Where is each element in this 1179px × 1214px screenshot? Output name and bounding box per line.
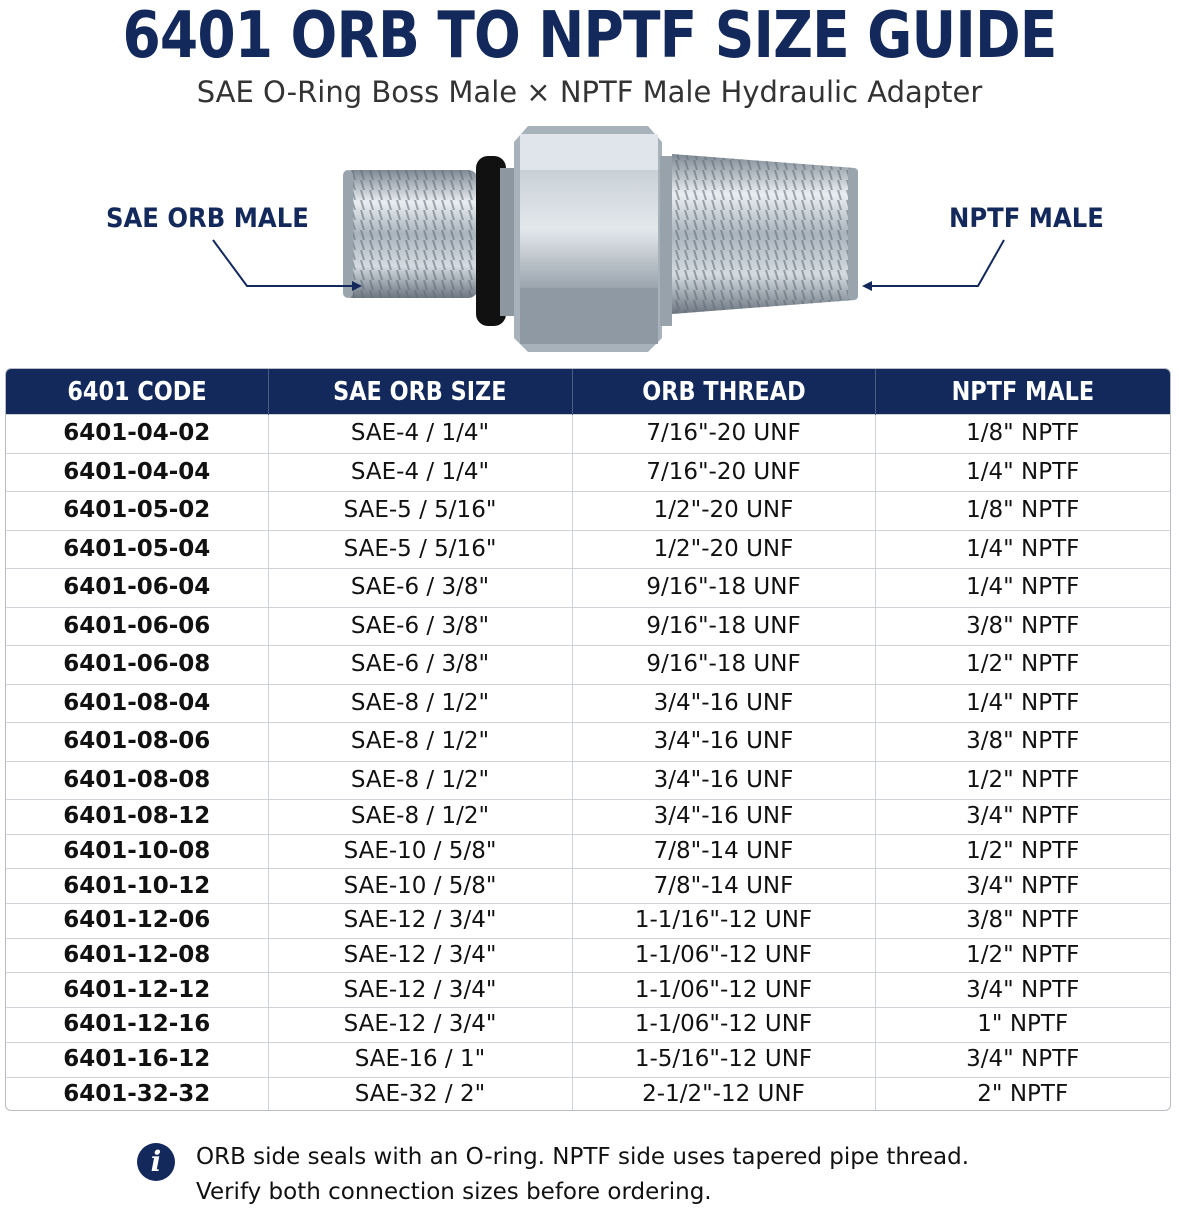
code-cell: 6401-12-08 — [6, 938, 268, 973]
orb-thread-cell: 2-1/2"-12 UNF — [572, 1077, 875, 1111]
orb-size-cell: SAE-8 / 1/2" — [268, 800, 572, 835]
table-row — [6, 453, 1170, 492]
code-cell: 6401-10-12 — [6, 869, 268, 904]
orb-size-cell: SAE-12 / 3/4" — [268, 1008, 572, 1043]
orb-size-cell: SAE-6 / 3/8" — [268, 569, 572, 608]
size-guide-table — [5, 368, 1171, 1111]
orb-thread-section — [343, 170, 478, 298]
column-header-code: 6401 CODE — [6, 369, 268, 415]
hex-body — [514, 126, 662, 352]
column-header-orb-size: SAE ORB SIZE — [268, 369, 572, 415]
code-cell: 6401-08-04 — [6, 684, 268, 723]
code-cell: 6401-05-02 — [6, 492, 268, 531]
orb-thread-cell: 9/16"-18 UNF — [572, 569, 875, 608]
orb-size-cell: SAE-32 / 2" — [268, 1077, 572, 1111]
orb-size-cell: SAE-12 / 3/4" — [268, 973, 572, 1008]
nptf-male-cell: 3/4" NPTF — [875, 1042, 1170, 1077]
nptf-male-cell: 3/8" NPTF — [875, 723, 1170, 762]
orb-size-cell: SAE-16 / 1" — [268, 1042, 572, 1077]
orb-thread-cell: 1-5/16"-12 UNF — [572, 1042, 875, 1077]
nptf-male-cell: 1/2" NPTF — [875, 761, 1170, 800]
sae-orb-male-label: SAE ORB MALE — [106, 203, 309, 234]
nptf-male-cell: 1" NPTF — [875, 1008, 1170, 1043]
orb-size-cell: SAE-4 / 1/4" — [268, 453, 572, 492]
page-subtitle: SAE O-Ring Boss Male × NPTF Male Hydraulic Adapter — [196, 75, 983, 109]
table-row — [6, 415, 1170, 454]
orb-thread-cell: 3/4"-16 UNF — [572, 800, 875, 835]
code-cell: 6401-05-04 — [6, 530, 268, 569]
nptf-male-cell: 1/8" NPTF — [875, 415, 1170, 454]
nptf-male-cell: 3/4" NPTF — [875, 800, 1170, 835]
orb-size-cell: SAE-8 / 1/2" — [268, 684, 572, 723]
table-row — [6, 569, 1170, 608]
nptf-male-cell: 3/8" NPTF — [875, 607, 1170, 646]
table-row — [6, 646, 1170, 685]
orb-size-cell: SAE-8 / 1/2" — [268, 723, 572, 762]
right-callout-arrow — [872, 240, 1004, 286]
table-row — [6, 761, 1170, 800]
code-cell: 6401-12-12 — [6, 973, 268, 1008]
table-row — [6, 607, 1170, 646]
orb-size-cell: SAE-5 / 5/16" — [268, 530, 572, 569]
table-row — [6, 973, 1170, 1008]
table-row — [6, 1077, 1170, 1111]
nptf-male-cell: 1/4" NPTF — [875, 684, 1170, 723]
nptf-male-cell: 1/4" NPTF — [875, 453, 1170, 492]
nptf-male-cell: 1/8" NPTF — [875, 492, 1170, 531]
table-row — [6, 1042, 1170, 1077]
orb-thread-cell: 9/16"-18 UNF — [572, 607, 875, 646]
page-title: 6401 ORB TO NPTF SIZE GUIDE — [122, 0, 1057, 73]
orb-thread-cell: 7/16"-20 UNF — [572, 453, 875, 492]
nptf-male-cell: 3/4" NPTF — [875, 869, 1170, 904]
table-row — [6, 904, 1170, 939]
column-header-nptf-male: NPTF MALE — [875, 369, 1170, 415]
nptf-male-cell: 1/2" NPTF — [875, 834, 1170, 869]
nptf-thread-section — [660, 154, 858, 326]
table-row — [6, 530, 1170, 569]
table-row — [6, 492, 1170, 531]
code-cell: 6401-04-04 — [6, 453, 268, 492]
code-cell: 6401-12-16 — [6, 1008, 268, 1043]
column-header-orb-thread: ORB THREAD — [572, 369, 875, 415]
nptf-male-label: NPTF MALE — [949, 203, 1104, 234]
table-header-row — [6, 369, 1170, 415]
table-row — [6, 834, 1170, 869]
orb-thread-cell: 3/4"-16 UNF — [572, 723, 875, 762]
orb-size-cell: SAE-12 / 3/4" — [268, 904, 572, 939]
code-cell: 6401-16-12 — [6, 1042, 268, 1077]
note-line-2: Verify both connection sizes before ordering. — [196, 1179, 712, 1205]
orb-size-cell: SAE-4 / 1/4" — [268, 415, 572, 454]
code-cell: 6401-08-08 — [6, 761, 268, 800]
table-row — [6, 1008, 1170, 1043]
nptf-male-cell: 1/4" NPTF — [875, 569, 1170, 608]
table-row — [6, 684, 1170, 723]
code-cell: 6401-32-32 — [6, 1077, 268, 1111]
orb-thread-cell: 1-1/16"-12 UNF — [572, 904, 875, 939]
note-line-1: ORB side seals with an O-ring. NPTF side uses tapered pipe thread. — [196, 1144, 970, 1170]
nptf-male-cell: 3/8" NPTF — [875, 904, 1170, 939]
nptf-male-cell: 3/4" NPTF — [875, 973, 1170, 1008]
orb-thread-cell: 1-1/06"-12 UNF — [572, 1008, 875, 1043]
code-cell: 6401-08-06 — [6, 723, 268, 762]
orb-size-cell: SAE-6 / 3/8" — [268, 607, 572, 646]
orb-thread-cell: 3/4"-16 UNF — [572, 761, 875, 800]
orb-thread-cell: 3/4"-16 UNF — [572, 684, 875, 723]
table-row — [6, 869, 1170, 904]
info-icon: i — [137, 1143, 175, 1181]
adapter-fitting-image — [0, 110, 1179, 360]
orb-thread-cell: 7/8"-14 UNF — [572, 869, 875, 904]
orb-size-cell: SAE-8 / 1/2" — [268, 761, 572, 800]
orb-thread-cell: 9/16"-18 UNF — [572, 646, 875, 685]
orb-thread-cell: 7/8"-14 UNF — [572, 834, 875, 869]
nptf-male-cell: 1/4" NPTF — [875, 530, 1170, 569]
table-row — [6, 723, 1170, 762]
table-row — [6, 800, 1170, 835]
code-cell: 6401-08-12 — [6, 800, 268, 835]
code-cell: 6401-06-06 — [6, 607, 268, 646]
code-cell: 6401-04-02 — [6, 415, 268, 454]
code-cell: 6401-10-08 — [6, 834, 268, 869]
code-cell: 6401-12-06 — [6, 904, 268, 939]
code-cell: 6401-06-04 — [6, 569, 268, 608]
orb-thread-cell: 1-1/06"-12 UNF — [572, 938, 875, 973]
orb-size-cell: SAE-10 / 5/8" — [268, 869, 572, 904]
orb-size-cell: SAE-12 / 3/4" — [268, 938, 572, 973]
orb-size-cell: SAE-10 / 5/8" — [268, 834, 572, 869]
orb-thread-cell: 7/16"-20 UNF — [572, 415, 875, 454]
orb-thread-cell: 1/2"-20 UNF — [572, 492, 875, 531]
table-row — [6, 938, 1170, 973]
left-callout-arrow — [213, 240, 352, 286]
code-cell: 6401-06-08 — [6, 646, 268, 685]
orb-size-cell: SAE-6 / 3/8" — [268, 646, 572, 685]
nptf-male-cell: 2" NPTF — [875, 1077, 1170, 1111]
orb-size-cell: SAE-5 / 5/16" — [268, 492, 572, 531]
orb-thread-cell: 1-1/06"-12 UNF — [572, 973, 875, 1008]
nptf-male-cell: 1/2" NPTF — [875, 938, 1170, 973]
nptf-male-cell: 1/2" NPTF — [875, 646, 1170, 685]
orb-thread-cell: 1/2"-20 UNF — [572, 530, 875, 569]
